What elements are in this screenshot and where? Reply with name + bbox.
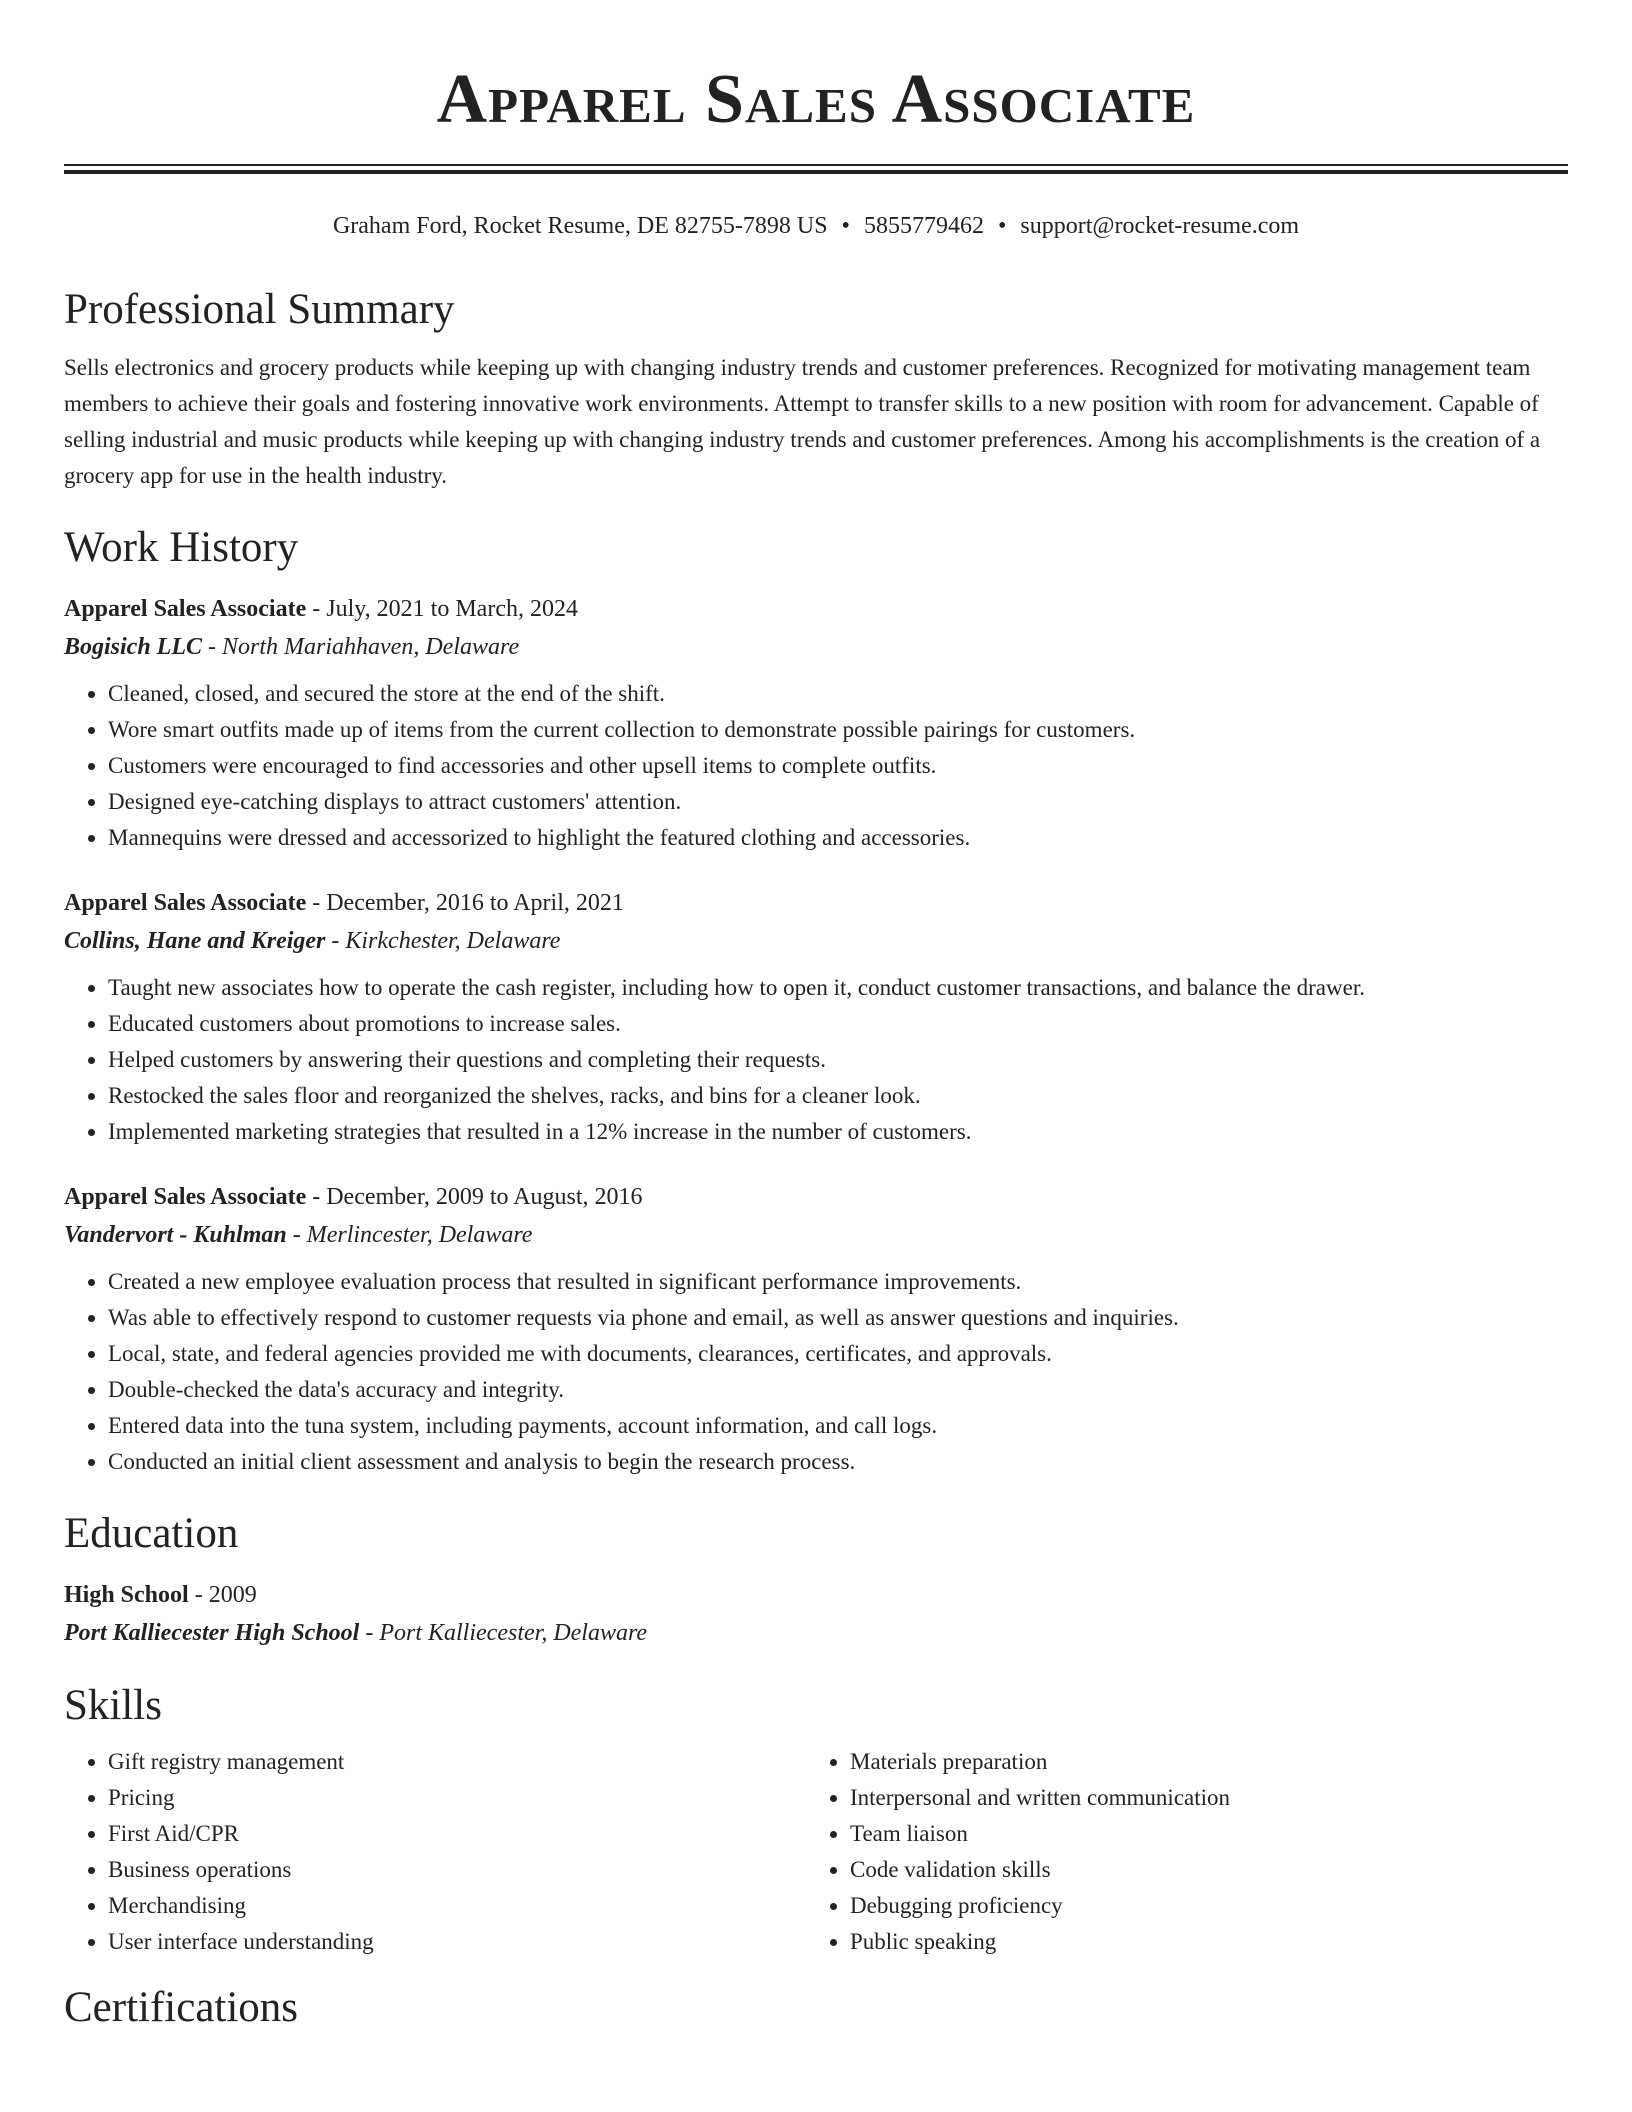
list-item: • Debugging proficiency [850,1888,1548,1924]
job-entry [64,590,1568,856]
company-location: - Kirkchester, Delaware [325,928,561,954]
list-item: • Conducted an initial client assessment and analysis to begin the research process. [108,1444,1568,1480]
list-item: • Restocked the sales floor and reorganized the shelves, racks, and bins for a cleaner look. [108,1078,1568,1114]
company-name: Bogisich LLC [64,634,203,660]
list-item: • Merchandising [108,1888,806,1924]
school-location: - Port Kalliecester, Delaware [359,1620,648,1646]
degree-line [64,1576,1568,1614]
contact-separator: • [997,213,1007,239]
skills-grid [64,1744,1568,1960]
job-title: Apparel Sales Associate [64,1184,307,1210]
school-name: Port Kalliecester High School [64,1620,360,1646]
list-item: • Implemented marketing strategies that resulted in a 12% increase in the number of customers. [108,1114,1568,1150]
skills-column-right [806,1744,1548,1960]
job-duties-list [64,1264,1568,1480]
list-item: • Public speaking [850,1924,1548,1960]
list-item: • Was able to effectively respond to customer requests via phone and email, as well as answer questions and inquiries. [108,1300,1568,1336]
list-item: • Gift registry management [108,1744,806,1780]
summary-text: Sells electronics and grocery products while keeping up with changing industry trends and customer preferences. Recognized for motivating management team members to achieve their goals and fostering innovative work environments. Attempt to transfer skills to a new position with room for advancement. Capable of selling industrial and music products while keeping up with changing industry trends and customer preferences. Among his accomplishments is the creation of a grocery app for use in the health industry. [64,355,1541,488]
school-line [64,1614,1568,1652]
job-dates: - July, 2021 to March, 2024 [306,596,578,622]
job-title-line [64,1178,1568,1216]
list-item: • User interface understanding [108,1924,806,1960]
list-item: • Interpersonal and written communication [850,1780,1548,1816]
section-heading-education: Education [64,1510,239,1557]
job-title-line [64,884,1568,922]
contact-separator: • [841,213,850,239]
company-line [64,1216,1568,1254]
contact-phone: 5855779462 [863,213,984,239]
list-item: • First Aid/CPR [108,1816,806,1852]
company-name: Collins, Hane and Kreiger [64,928,326,954]
list-item: • Cleaned, closed, and secured the store at the end of the shift. [108,676,1568,712]
skills-list [806,1744,1548,1960]
job-duties-list [64,970,1568,1150]
list-item: • Created a new employee evaluation process that resulted in significant performance improvements. [108,1264,1568,1300]
company-location: - Merlincester, Delaware [286,1222,533,1248]
company-line [64,922,1568,960]
list-item: • Taught new associates how to operate the cash register, including how to open it, conduct customer transactions, and balance the drawer. [108,970,1568,1006]
contact-line [64,210,1568,242]
list-item: • Designed eye-catching displays to attract customers' attention. [108,784,1568,820]
section-heading-work-history: Work History [64,524,299,571]
list-item: • Code validation skills [850,1852,1548,1888]
list-item: • Local, state, and federal agencies provided me with documents, clearances, certificates, and approvals. [108,1336,1568,1372]
list-item: • Customers were encouraged to find accessories and other upsell items to complete outfits. [108,748,1568,784]
section-heading-summary: Professional Summary [64,286,455,333]
list-item: • Business operations [108,1852,806,1888]
contact-email: support@rocket-resume.com [1020,213,1300,239]
skills-list [64,1744,806,1960]
contact-address: Graham Ford, Rocket Resume, DE 82755-7898 US [332,213,828,239]
degree-name: High School [64,1582,189,1608]
section-heading-skills: Skills [64,1682,162,1729]
list-item: • Entered data into the tuna system, including payments, account information, and call logs. [108,1408,1568,1444]
list-item: • Materials preparation [850,1744,1548,1780]
education-entry [64,1576,1568,1652]
job-title: Apparel Sales Associate [64,596,307,622]
job-dates: - December, 2009 to August, 2016 [306,1184,643,1210]
company-line [64,628,1568,666]
list-item: • Team liaison [850,1816,1548,1852]
list-item: • Wore smart outfits made up of items from the current collection to demonstrate possible pairings for customers. [108,712,1568,748]
job-entry [64,1178,1568,1480]
job-title: Apparel Sales Associate [64,890,307,916]
resume-page [64,0,1568,2036]
section-heading-certifications: Certifications [64,1984,299,2031]
list-item: • Helped customers by answering their questions and completing their requests. [108,1042,1568,1078]
resume-title: Apparel Sales Associate [436,61,1196,138]
job-dates: - December, 2016 to April, 2021 [306,890,624,916]
list-item: • Double-checked the data's accuracy and integrity. [108,1372,1568,1408]
graduation-year: - 2009 [188,1582,257,1608]
list-item: • Educated customers about promotions to increase sales. [108,1006,1568,1042]
job-entry [64,884,1568,1150]
company-location: - North Mariahhaven, Delaware [202,634,520,660]
job-duties-list [64,676,1568,856]
company-name: Vandervort - Kuhlman [64,1222,287,1248]
list-item: • Pricing [108,1780,806,1816]
job-title-line [64,590,1568,628]
title-divider [64,164,1568,174]
list-item: • Mannequins were dressed and accessorized to highlight the featured clothing and accessories. [108,820,1568,856]
skills-column-left [64,1744,806,1960]
